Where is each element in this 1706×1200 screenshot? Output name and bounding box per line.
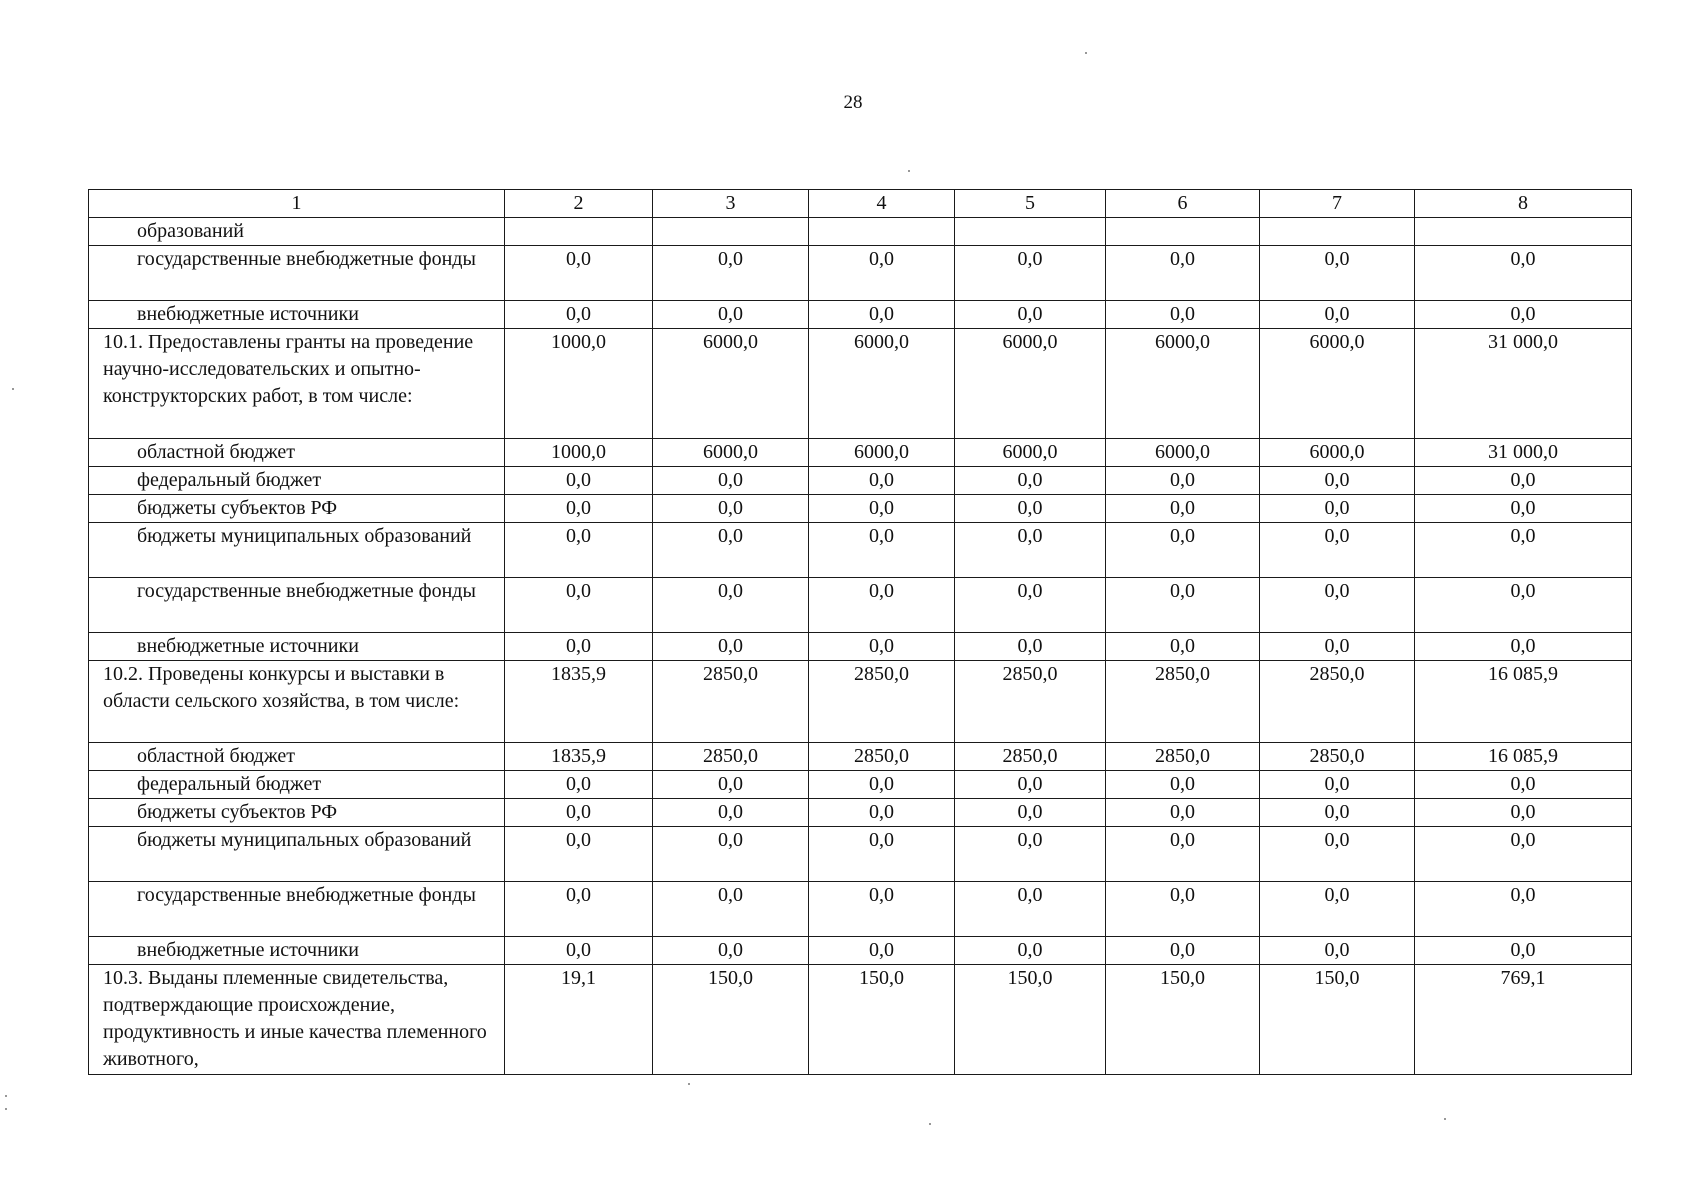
value-cell: 0,0 <box>1260 771 1415 799</box>
value-cell: 0,0 <box>1415 771 1632 799</box>
budget-table <box>88 189 1632 1075</box>
section-label: 10.3. Выданы племенные свидетельства, подтверждающие происхождение, продуктивность и иные качества племенного животного, <box>89 965 505 1075</box>
value-cell: 0,0 <box>653 827 809 882</box>
value-cell: 0,0 <box>653 523 809 578</box>
value-cell: 0,0 <box>653 771 809 799</box>
scan-speck <box>1085 52 1087 54</box>
value-cell: 0,0 <box>809 827 955 882</box>
value-cell: 0,0 <box>1260 827 1415 882</box>
table-row <box>89 882 1632 937</box>
column-header: 3 <box>653 190 809 218</box>
value-cell: 0,0 <box>1106 937 1260 965</box>
value-cell: 0,0 <box>809 467 955 495</box>
value-cell: 0,0 <box>955 937 1106 965</box>
value-cell <box>809 218 955 246</box>
value-cell: 150,0 <box>1260 965 1415 1075</box>
source-label: государственные внебюджетные фонды <box>89 246 505 301</box>
value-cell: 0,0 <box>653 495 809 523</box>
column-header: 5 <box>955 190 1106 218</box>
value-cell: 150,0 <box>955 965 1106 1075</box>
value-cell: 0,0 <box>1106 578 1260 633</box>
value-cell: 6000,0 <box>809 329 955 439</box>
scan-speck <box>1444 1118 1446 1120</box>
value-cell: 0,0 <box>1260 937 1415 965</box>
table-body <box>89 190 1632 1075</box>
table-row <box>89 827 1632 882</box>
value-cell: 0,0 <box>653 633 809 661</box>
table-row <box>89 633 1632 661</box>
value-cell: 2850,0 <box>653 743 809 771</box>
table-row <box>89 771 1632 799</box>
column-header: 6 <box>1106 190 1260 218</box>
scan-speck <box>5 1108 7 1110</box>
value-cell: 2850,0 <box>1106 743 1260 771</box>
source-label: внебюджетные источники <box>89 633 505 661</box>
section-label: 10.2. Проведены конкурсы и выставки в области сельского хозяйства, в том числе: <box>89 661 505 743</box>
value-cell: 0,0 <box>809 937 955 965</box>
source-label: федеральный бюджет <box>89 467 505 495</box>
value-cell: 0,0 <box>505 301 653 329</box>
column-header: 4 <box>809 190 955 218</box>
value-cell: 0,0 <box>653 882 809 937</box>
value-cell: 0,0 <box>1106 799 1260 827</box>
value-cell: 6000,0 <box>653 329 809 439</box>
value-cell: 2850,0 <box>809 743 955 771</box>
page-number: 28 <box>843 92 863 113</box>
scan-speck <box>908 170 910 172</box>
value-cell: 0,0 <box>505 882 653 937</box>
value-cell: 0,0 <box>1260 633 1415 661</box>
value-cell: 0,0 <box>1415 827 1632 882</box>
source-label: бюджеты муниципальных образований <box>89 523 505 578</box>
value-cell: 16 085,9 <box>1415 661 1632 743</box>
value-cell: 0,0 <box>653 937 809 965</box>
table-row <box>89 523 1632 578</box>
value-cell: 19,1 <box>505 965 653 1075</box>
source-label: областной бюджет <box>89 439 505 467</box>
column-header: 1 <box>89 190 505 218</box>
table-row <box>89 301 1632 329</box>
value-cell: 2850,0 <box>1260 661 1415 743</box>
value-cell: 0,0 <box>505 578 653 633</box>
value-cell: 150,0 <box>809 965 955 1075</box>
value-cell: 2850,0 <box>1260 743 1415 771</box>
value-cell: 0,0 <box>1260 467 1415 495</box>
value-cell: 6000,0 <box>809 439 955 467</box>
value-cell: 0,0 <box>809 633 955 661</box>
value-cell: 1000,0 <box>505 439 653 467</box>
value-cell: 0,0 <box>809 578 955 633</box>
value-cell: 0,0 <box>1260 578 1415 633</box>
source-label: бюджеты субъектов РФ <box>89 799 505 827</box>
value-cell: 0,0 <box>1415 467 1632 495</box>
value-cell: 6000,0 <box>955 439 1106 467</box>
table-header-row <box>89 190 1632 218</box>
value-cell: 6000,0 <box>1260 439 1415 467</box>
value-cell: 0,0 <box>955 882 1106 937</box>
value-cell: 0,0 <box>1415 523 1632 578</box>
source-label: государственные внебюджетные фонды <box>89 882 505 937</box>
value-cell: 6000,0 <box>1106 329 1260 439</box>
value-cell: 2850,0 <box>809 661 955 743</box>
value-cell: 0,0 <box>653 301 809 329</box>
value-cell: 0,0 <box>1106 301 1260 329</box>
value-cell: 6000,0 <box>955 329 1106 439</box>
value-cell: 0,0 <box>809 301 955 329</box>
value-cell: 0,0 <box>505 523 653 578</box>
value-cell: 0,0 <box>809 246 955 301</box>
value-cell: 0,0 <box>1415 882 1632 937</box>
value-cell <box>1260 218 1415 246</box>
value-cell: 0,0 <box>1260 495 1415 523</box>
value-cell: 0,0 <box>505 467 653 495</box>
source-label: внебюджетные источники <box>89 937 505 965</box>
value-cell: 31 000,0 <box>1415 329 1632 439</box>
value-cell: 2850,0 <box>653 661 809 743</box>
scan-speck <box>12 388 14 390</box>
value-cell: 0,0 <box>1106 495 1260 523</box>
column-header: 8 <box>1415 190 1632 218</box>
value-cell: 0,0 <box>1106 467 1260 495</box>
value-cell: 0,0 <box>505 937 653 965</box>
value-cell: 0,0 <box>505 827 653 882</box>
value-cell: 0,0 <box>809 771 955 799</box>
value-cell: 0,0 <box>955 301 1106 329</box>
value-cell: 0,0 <box>809 495 955 523</box>
section-label: 10.1. Предоставлены гранты на проведение научно-исследовательских и опытно-конструкторских работ, в том числе: <box>89 329 505 439</box>
value-cell: 2850,0 <box>1106 661 1260 743</box>
table-row <box>89 467 1632 495</box>
value-cell: 0,0 <box>955 246 1106 301</box>
value-cell: 16 085,9 <box>1415 743 1632 771</box>
value-cell: 0,0 <box>955 799 1106 827</box>
value-cell: 0,0 <box>505 799 653 827</box>
value-cell: 0,0 <box>1415 633 1632 661</box>
table-row <box>89 799 1632 827</box>
value-cell: 769,1 <box>1415 965 1632 1075</box>
value-cell: 0,0 <box>1260 523 1415 578</box>
table-row <box>89 329 1632 439</box>
table-row <box>89 661 1632 743</box>
value-cell: 1835,9 <box>505 661 653 743</box>
value-cell <box>1415 218 1632 246</box>
value-cell: 0,0 <box>955 523 1106 578</box>
table-row <box>89 937 1632 965</box>
value-cell: 0,0 <box>1415 799 1632 827</box>
source-label: федеральный бюджет <box>89 771 505 799</box>
value-cell: 1835,9 <box>505 743 653 771</box>
source-label: внебюджетные источники <box>89 301 505 329</box>
table-row <box>89 495 1632 523</box>
value-cell: 0,0 <box>1415 578 1632 633</box>
value-cell: 0,0 <box>1260 882 1415 937</box>
value-cell: 0,0 <box>809 523 955 578</box>
source-label: областной бюджет <box>89 743 505 771</box>
value-cell: 0,0 <box>653 578 809 633</box>
table-row <box>89 218 1632 246</box>
value-cell: 0,0 <box>1415 246 1632 301</box>
source-label: государственные внебюджетные фонды <box>89 578 505 633</box>
value-cell: 0,0 <box>505 771 653 799</box>
value-cell: 0,0 <box>1260 799 1415 827</box>
value-cell: 6000,0 <box>1106 439 1260 467</box>
value-cell: 0,0 <box>1106 523 1260 578</box>
value-cell: 6000,0 <box>1260 329 1415 439</box>
value-cell: 2850,0 <box>955 743 1106 771</box>
value-cell: 0,0 <box>955 467 1106 495</box>
scan-speck <box>5 1095 7 1097</box>
value-cell: 2850,0 <box>955 661 1106 743</box>
value-cell: 0,0 <box>1260 301 1415 329</box>
value-cell: 0,0 <box>1415 301 1632 329</box>
source-label: бюджеты субъектов РФ <box>89 495 505 523</box>
value-cell <box>1106 218 1260 246</box>
value-cell: 0,0 <box>505 246 653 301</box>
value-cell: 0,0 <box>809 799 955 827</box>
source-label: образований <box>89 218 505 246</box>
value-cell: 0,0 <box>955 495 1106 523</box>
value-cell: 0,0 <box>1106 827 1260 882</box>
value-cell: 0,0 <box>1106 633 1260 661</box>
value-cell: 1000,0 <box>505 329 653 439</box>
column-header: 2 <box>505 190 653 218</box>
value-cell: 0,0 <box>653 799 809 827</box>
value-cell: 0,0 <box>1260 246 1415 301</box>
value-cell: 0,0 <box>1415 937 1632 965</box>
value-cell: 0,0 <box>1415 495 1632 523</box>
value-cell: 150,0 <box>1106 965 1260 1075</box>
value-cell: 150,0 <box>653 965 809 1075</box>
table-row <box>89 578 1632 633</box>
value-cell: 0,0 <box>505 495 653 523</box>
value-cell <box>653 218 809 246</box>
source-label: бюджеты муниципальных образований <box>89 827 505 882</box>
scan-speck <box>688 1083 690 1085</box>
column-header: 7 <box>1260 190 1415 218</box>
value-cell: 0,0 <box>955 578 1106 633</box>
table-row <box>89 439 1632 467</box>
value-cell <box>955 218 1106 246</box>
table-row <box>89 965 1632 1075</box>
value-cell: 0,0 <box>653 467 809 495</box>
value-cell: 0,0 <box>653 246 809 301</box>
value-cell: 0,0 <box>809 882 955 937</box>
value-cell: 0,0 <box>505 633 653 661</box>
value-cell <box>505 218 653 246</box>
value-cell: 0,0 <box>955 827 1106 882</box>
value-cell: 0,0 <box>1106 882 1260 937</box>
table-row <box>89 246 1632 301</box>
table-row <box>89 743 1632 771</box>
value-cell: 0,0 <box>1106 246 1260 301</box>
value-cell: 6000,0 <box>653 439 809 467</box>
scan-speck <box>929 1123 931 1125</box>
value-cell: 31 000,0 <box>1415 439 1632 467</box>
value-cell: 0,0 <box>1106 771 1260 799</box>
value-cell: 0,0 <box>955 771 1106 799</box>
value-cell: 0,0 <box>955 633 1106 661</box>
